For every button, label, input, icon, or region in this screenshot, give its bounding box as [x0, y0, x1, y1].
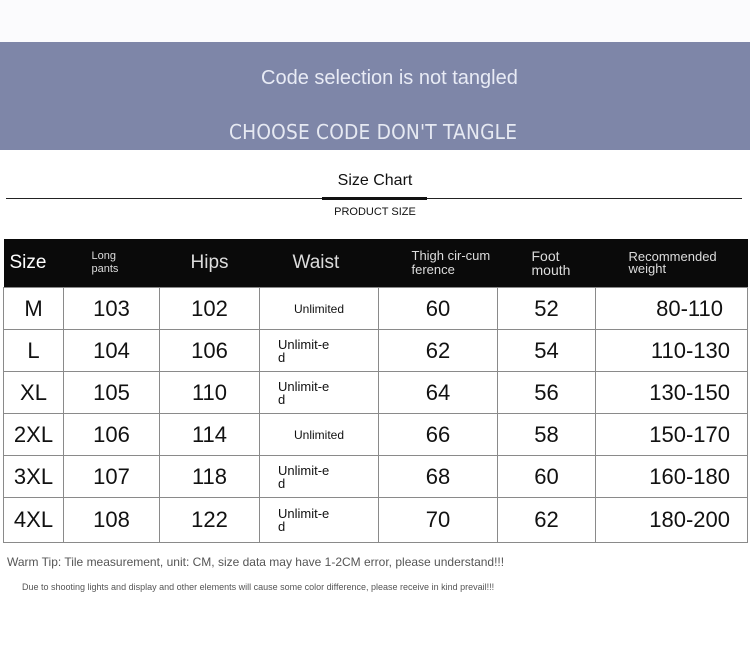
cell-weight: 110-130 [596, 330, 748, 372]
cell-long-pants: 107 [64, 456, 160, 498]
cell-hips: 106 [160, 330, 260, 372]
col-header-weight [596, 239, 748, 288]
col-header-long-pants-text: Long pants [91, 250, 119, 275]
title-underline [322, 197, 427, 200]
table-row [4, 498, 748, 543]
cell-long-pants: 108 [64, 498, 160, 543]
table-row [4, 372, 748, 414]
cell-waist [260, 372, 379, 414]
cell-size: 3XL [4, 456, 64, 498]
cell-foot-mouth: 58 [498, 414, 596, 456]
banner-text: Code selection is not tangled [261, 67, 518, 89]
cell-long-pants: 105 [64, 372, 160, 414]
cell-hips: 102 [160, 288, 260, 330]
table-header-row [4, 239, 748, 288]
col-header-weight-text: Recommended weight [628, 249, 717, 276]
cell-hips: 122 [160, 498, 260, 543]
title-block [0, 150, 750, 230]
cell-long-pants: 103 [64, 288, 160, 330]
cell-thigh: 64 [379, 372, 498, 414]
col-header-thigh [379, 239, 498, 288]
cell-hips: 110 [160, 372, 260, 414]
col-header-long-pants [64, 239, 160, 288]
cell-thigh: 66 [379, 414, 498, 456]
cell-long-pants: 104 [64, 330, 160, 372]
cell-weight: 160-180 [596, 456, 748, 498]
cell-waist: Unlimited [260, 414, 379, 456]
cell-thigh: 70 [379, 498, 498, 543]
cell-waist-text: Unlimit-ed [278, 506, 330, 534]
cell-waist: Unlimited [260, 288, 379, 330]
banner [0, 42, 750, 150]
table-row [4, 330, 748, 372]
col-header-foot-mouth [498, 239, 596, 288]
cell-hips: 118 [160, 456, 260, 498]
table-row [4, 456, 748, 498]
cell-size: L [4, 330, 64, 372]
cell-foot-mouth: 52 [498, 288, 596, 330]
cell-waist [260, 498, 379, 543]
cell-weight: 180-200 [596, 498, 748, 543]
cell-waist-text: Unlimit-ed [278, 336, 330, 365]
table-row [4, 414, 748, 456]
cell-thigh: 68 [379, 456, 498, 498]
cell-size: XL [4, 372, 64, 414]
cell-size: M [4, 288, 64, 330]
page-title: Size Chart [337, 172, 413, 189]
col-header-thigh-text: Thigh cir-cumference [411, 248, 491, 277]
col-header-hips: Hips [160, 239, 260, 288]
color-note: Due to shooting lights and display and other elements will cause some color difference, please receive in kind prevail!!! [22, 582, 495, 592]
cell-weight: 80-110 [596, 288, 748, 330]
cell-waist [260, 330, 379, 372]
col-header-waist: Waist [260, 239, 379, 288]
cell-size: 4XL [4, 498, 64, 543]
col-header-size: Size [4, 239, 64, 288]
cell-weight: 130-150 [596, 372, 748, 414]
cell-waist-text: Unlimit-ed [278, 462, 330, 491]
cell-waist-text: Unlimit-ed [278, 378, 330, 407]
col-header-foot-mouth-text: Foot mouth [531, 248, 571, 278]
cell-foot-mouth: 60 [498, 456, 596, 498]
cell-hips: 114 [160, 414, 260, 456]
cell-thigh: 62 [379, 330, 498, 372]
cell-size: 2XL [4, 414, 64, 456]
cell-long-pants: 106 [64, 414, 160, 456]
table-row [4, 288, 748, 330]
cell-waist [260, 456, 379, 498]
banner-top-strip [0, 0, 750, 42]
cell-foot-mouth: 62 [498, 498, 596, 543]
cell-thigh: 60 [379, 288, 498, 330]
cell-foot-mouth: 56 [498, 372, 596, 414]
cell-weight: 150-170 [596, 414, 748, 456]
banner-slogan: CHOOSE CODE DON'T TANGLE [229, 120, 518, 144]
warm-tip: Warm Tip: Tile measurement, unit: CM, size data may have 1-2CM error, please understand!!! [7, 555, 505, 569]
page-subtitle: PRODUCT SIZE [334, 206, 416, 218]
cell-foot-mouth: 54 [498, 330, 596, 372]
size-table [3, 239, 748, 543]
